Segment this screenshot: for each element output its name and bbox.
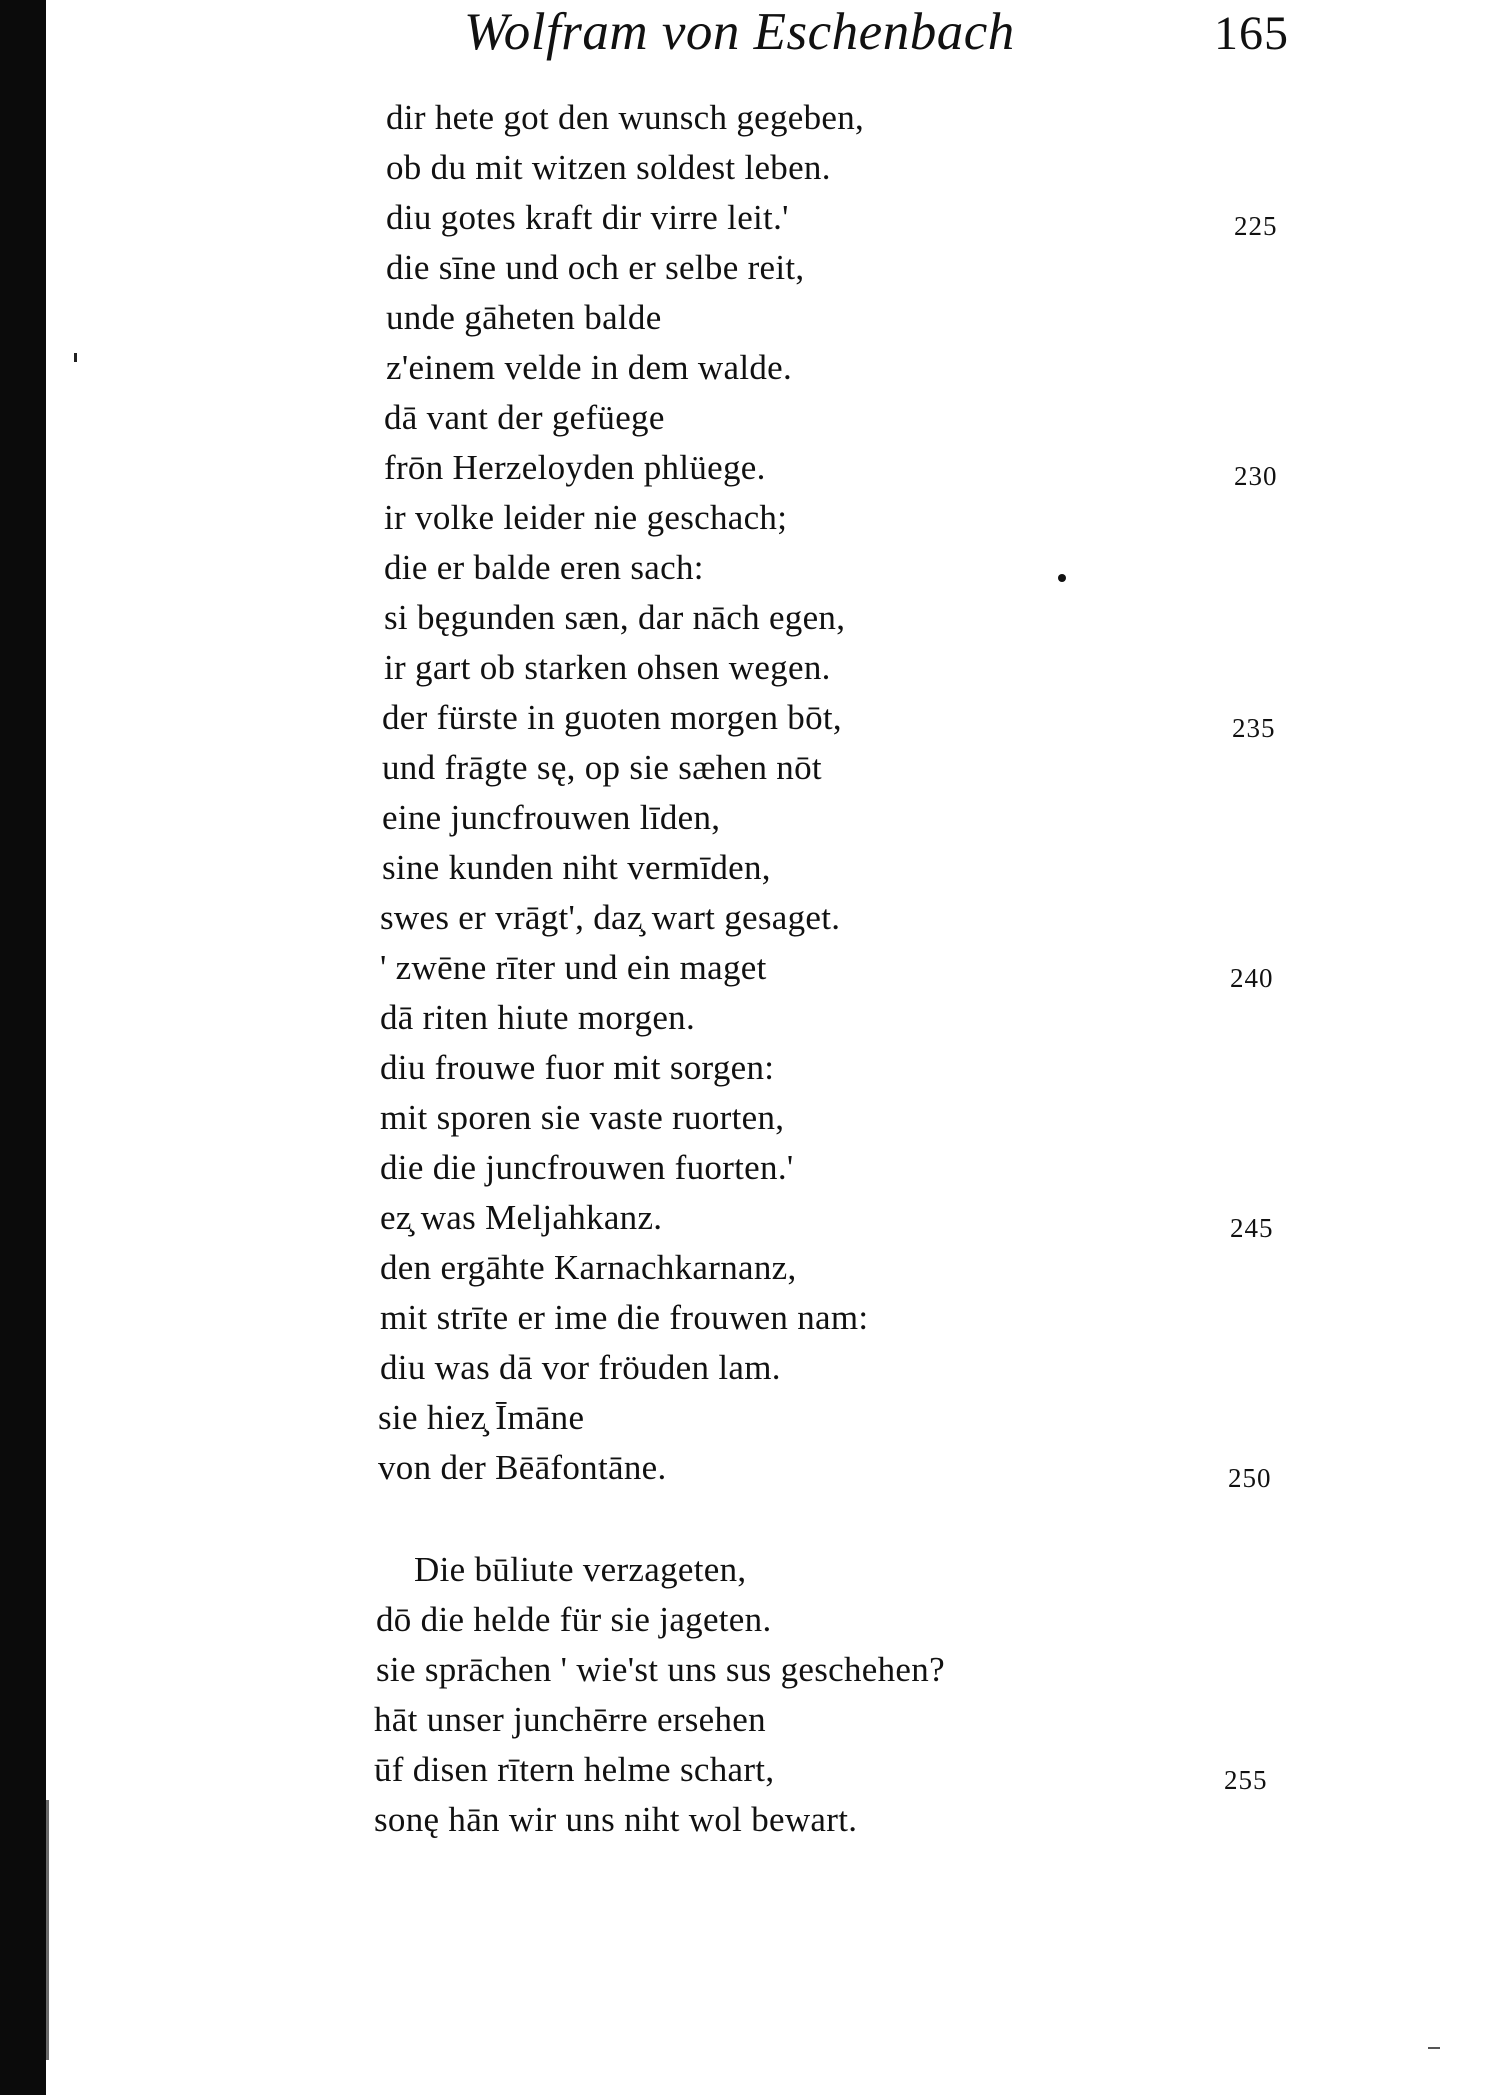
verse-line: die er balde eren sach: (384, 548, 704, 587)
verse-line: z'einem velde in dem walde. (386, 348, 793, 387)
verse-line: sie sprāchen ' wie'st uns sus geschehen? (376, 1650, 945, 1689)
verse-line: ez̧ was Meljahkanz. (380, 1198, 663, 1237)
page-number: 165 (1214, 7, 1289, 60)
line-number: 250 (1228, 1463, 1272, 1493)
verse-line: diu was dā vor fröuden lam. (380, 1348, 781, 1387)
verse-line: sonę hān wir uns niht wol bewart. (374, 1800, 858, 1839)
verse-line: ir gart ob starken ohsen wegen. (384, 648, 831, 687)
verse-line: mit strīte er ime die frouwen nam: (380, 1298, 869, 1337)
verse-line: eine juncfrouwen līden, (382, 798, 721, 837)
verse-line: ir volke leider nie geschach; (384, 498, 788, 537)
scan-page-edge (0, 0, 46, 2095)
line-number: 240 (1230, 963, 1274, 993)
verse-line: dā riten hiute morgen. (380, 998, 696, 1037)
verse-line: diu gotes kraft dir virre leit.' (386, 198, 789, 237)
verse-line: ob du mit witzen soldest leben. (386, 148, 831, 187)
verse-line: sine kunden niht vermīden, (382, 848, 771, 887)
verse-line: mit sporen sie vaste ruorten, (380, 1098, 785, 1137)
verse-line: die sīne und och er selbe reit, (386, 248, 805, 287)
verse-line: den ergāhte Karnachkarnanz, (380, 1248, 797, 1287)
line-number: 225 (1234, 211, 1278, 241)
verse-line: frōn Herzeloyden phlüege. (384, 448, 766, 487)
verse-line: swes er vrāgt', daz̧ wart gesaget. (380, 898, 841, 937)
running-title: Wolfram von Eschenbach (464, 3, 1015, 61)
verse-line: dō die helde für sie jageten. (376, 1600, 772, 1639)
verse-line: die die juncfrouwen fuorten.' (380, 1148, 794, 1187)
verse-line: von der Bēāfontāne. (378, 1448, 667, 1487)
verse-line: hāt unser junchērre ersehen (374, 1700, 766, 1739)
verse-line: dā vant der gefüege (384, 398, 665, 437)
scan-edge-shading (46, 1800, 49, 2060)
verse-line: dir hete got den wunsch gegeben, (386, 98, 865, 137)
line-number: 235 (1232, 713, 1276, 743)
bullet-mark (1058, 574, 1066, 582)
verse-line: sie hiez̧ Īmāne (378, 1398, 585, 1437)
line-number: 245 (1230, 1213, 1274, 1243)
verse-line: si bęgunden sæn, dar nāch egen, (384, 598, 846, 637)
verse-line: und frāgte sę, op sie sæhen nōt (382, 748, 822, 787)
scan-mark (1428, 2047, 1440, 2049)
verse-line: ' zwēne rīter und ein maget (380, 948, 767, 987)
verse-line: der fürste in guoten morgen bōt, (382, 698, 842, 737)
verse-line: diu frouwe fuor mit sorgen: (380, 1048, 775, 1087)
verse-line: unde gāheten balde (386, 298, 662, 337)
scan-speck (74, 353, 77, 362)
verse-line: ūf disen rītern helme schart, (374, 1750, 775, 1789)
line-number: 255 (1224, 1765, 1268, 1795)
verse-line: Die būliute verzageten, (414, 1550, 747, 1589)
line-number: 230 (1234, 461, 1278, 491)
